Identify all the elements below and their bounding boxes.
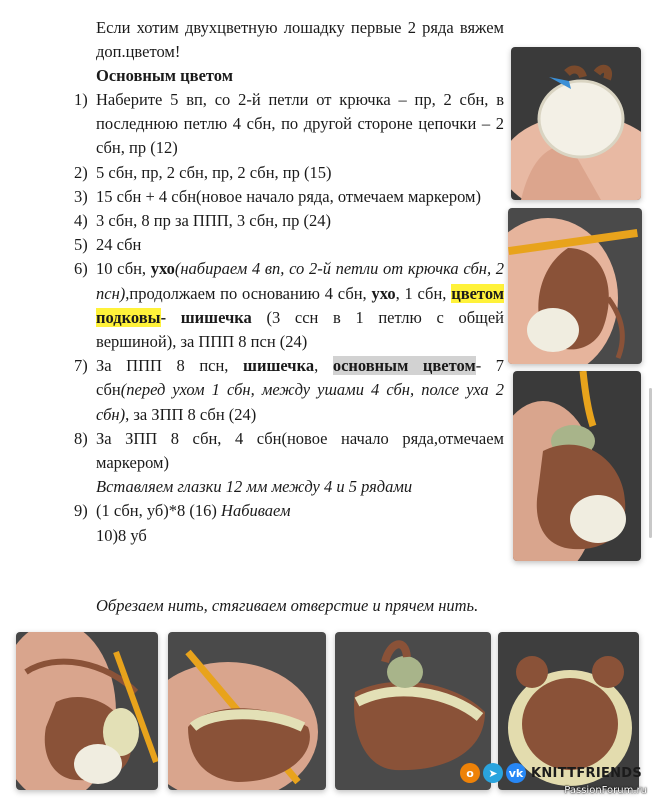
final-note: Обрезаем нить, стягиваем отверстие и прячем нить. bbox=[96, 596, 479, 615]
photo-step-row-b bbox=[168, 632, 326, 790]
bobble-term-2: шишечка bbox=[243, 356, 315, 376]
step-4: 4) 3 сбн, 8 пр за ППП, 3 сбн, пр (24) bbox=[74, 211, 331, 231]
photo-step-white-ball bbox=[511, 47, 641, 200]
hoof-color-highlight: цветом подковы bbox=[96, 283, 504, 327]
ear-term: ухо bbox=[150, 259, 175, 279]
step-1: 1) Наберите 5 вп, со 2-й петли от крючка – пр, 2 сбн, в последнюю петлю 4 сбн, по другой стороне цепочки – 2 сбн, пр (12) bbox=[74, 90, 504, 158]
eyes-note: Вставляем глазки 12 мм между 4 и 5 рядами bbox=[96, 477, 413, 497]
bobble-term: шишечка bbox=[180, 307, 252, 327]
main-color-highlight: основным цветом bbox=[332, 356, 476, 376]
step-7: 7) За ППП 8 псн, шишечка, основным цветом- 7 сбн(перед ухом 1 сбн, между ушами 4 сбн, полсе уха 2 сбн), за ЗПП 8 сбн (24) bbox=[74, 356, 505, 424]
ear-instructions: (набираем 4 вп, со 2-й петли от крючка сбн, 2 псн) bbox=[96, 259, 504, 303]
telegram-icon: ➤ bbox=[483, 763, 503, 783]
vk-icon: vk bbox=[506, 763, 526, 783]
step-2: 2) 5 сбн, пр, 2 сбн, пр, 2 сбн, пр (15) bbox=[74, 162, 332, 182]
brand-badge bbox=[460, 760, 642, 786]
step-6: 6) 10 сбн, ухо(набираем 4 вп, со 2-й петли от крючка сбн, 2 псн),продолжаем по основанию 4 сбн, ухо, 1 сбн, цветом подковы- шишечка (3 ссн в 1 петлю с общей вершиной), за ППП 8 псн (24) bbox=[74, 259, 504, 352]
ok-icon: о bbox=[460, 763, 480, 783]
brand-name: KNITTFRIENDS bbox=[531, 765, 643, 781]
intro-text: Если хотим двухцветную лошадку первые 2 ряда вяжем доп.цветом! bbox=[96, 18, 504, 62]
stuff-note: Набиваем bbox=[221, 501, 291, 521]
photo-step-bobble bbox=[513, 371, 641, 561]
step-9: 9) (1 сбн, уб)*8 (16) Набиваем bbox=[74, 501, 291, 521]
ear-term-2: ухо bbox=[371, 283, 396, 303]
step-7-note: (перед ухом 1 сбн, между ушами 4 сбн, полсе уха 2 сбн) bbox=[96, 380, 504, 424]
scrollbar[interactable] bbox=[649, 388, 652, 538]
instruction-list bbox=[74, 88, 504, 548]
step-3: 3) 15 сбн + 4 сбн(новое начало ряда, отмечаем маркером) bbox=[74, 186, 481, 206]
step-10: 10)8 уб bbox=[96, 525, 147, 545]
section-heading: Основным цветом bbox=[96, 66, 233, 85]
photo-step-ear bbox=[508, 208, 642, 364]
step-5: 5) 24 сбн bbox=[74, 235, 142, 255]
watermark: PassionForum.ru bbox=[564, 785, 647, 796]
photo-step-row-a bbox=[16, 632, 158, 790]
step-8: 8) За ЗПП 8 сбн, 4 сбн(новое начало ряда,отмечаем маркером) bbox=[74, 428, 504, 473]
